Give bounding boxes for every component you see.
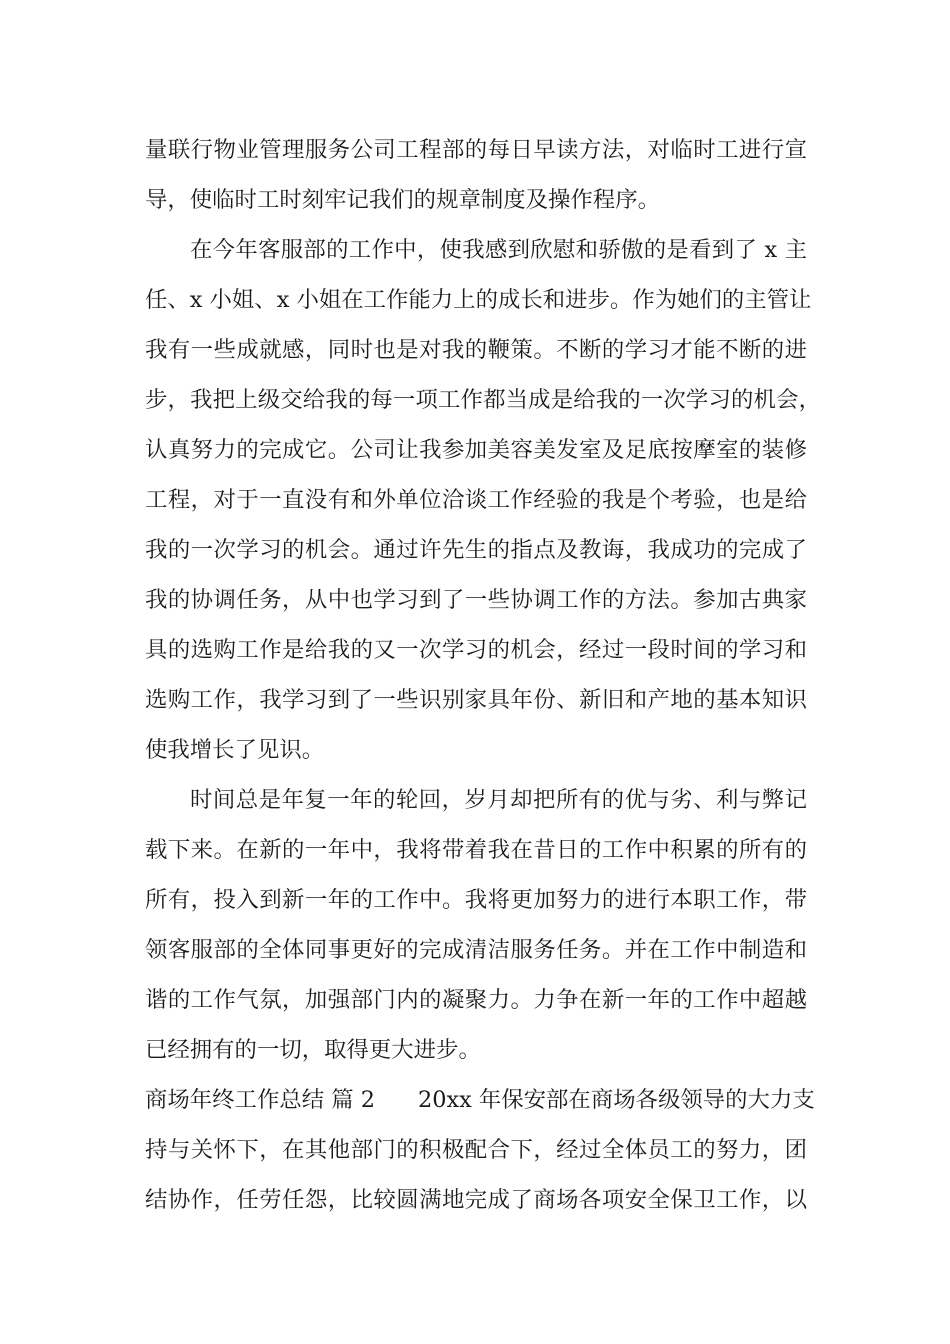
text-line-16: 所有，投入到新一年的工作中。我将更加努力的进行本职工作，带 bbox=[145, 887, 807, 913]
text-line-14: 时间总是年复一年的轮回，岁月却把所有的优与劣、利与弊记 bbox=[190, 787, 807, 813]
text-line-5: 我有一些成就感，同时也是对我的鞭策。不断的学习才能不断的进 bbox=[145, 337, 807, 363]
text-line-10: 我的协调任务，从中也学习到了一些协调工作的方法。参加古典家 bbox=[145, 587, 807, 613]
text-line-21: 持与关怀下，在其他部门的积极配合下，经过全体员工的努力，团 bbox=[145, 1137, 807, 1163]
text-line-15: 载下来。在新的一年中，我将带着我在昔日的工作中积累的所有的 bbox=[145, 837, 807, 863]
text-line-18: 谐的工作气氛，加强部门内的凝聚力。力争在新一年的工作中超越 bbox=[145, 987, 807, 1013]
text-line-3: 在今年客服部的工作中，使我感到欣慰和骄傲的是看到了 x 主 bbox=[190, 237, 807, 263]
text-line-11: 具的选购工作是给我的又一次学习的机会，经过一段时间的学习和 bbox=[145, 637, 807, 663]
text-line-4: 任、x 小姐、x 小姐在工作能力上的成长和进步。作为她们的主管让 bbox=[145, 287, 812, 313]
text-line-2: 导，使临时工时刻牢记我们的规章制度及操作程序。 bbox=[145, 187, 660, 213]
text-line-20: 20xx 年保安部在商场各级领导的大力支 bbox=[418, 1087, 815, 1113]
text-line-12: 选购工作，我学习到了一些识别家具年份、新旧和产地的基本知识 bbox=[145, 687, 807, 713]
section-heading: 商场年终工作总结 篇 2 bbox=[145, 1087, 375, 1113]
text-line-13: 使我增长了见识。 bbox=[145, 737, 325, 763]
text-line-19: 已经拥有的一切，取得更大进步。 bbox=[145, 1037, 481, 1063]
text-line-1: 量联行物业管理服务公司工程部的每日早读方法，对临时工进行宣 bbox=[145, 137, 807, 163]
text-line-17: 领客服部的全体同事更好的完成清洁服务任务。并在工作中制造和 bbox=[145, 937, 807, 963]
text-line-6: 步，我把上级交给我的每一项工作都当成是给我的一次学习的机会， bbox=[145, 387, 821, 413]
text-line-22: 结协作，任劳任怨，比较圆满地完成了商场各项安全保卫工作，以 bbox=[145, 1187, 807, 1213]
text-line-9: 我的一次学习的机会。通过许先生的指点及教诲，我成功的完成了 bbox=[145, 537, 807, 563]
text-line-8: 工程，对于一直没有和外单位洽谈工作经验的我是个考验，也是给 bbox=[145, 487, 807, 513]
text-line-7: 认真努力的完成它。公司让我参加美容美发室及足底按摩室的装修 bbox=[145, 437, 807, 463]
